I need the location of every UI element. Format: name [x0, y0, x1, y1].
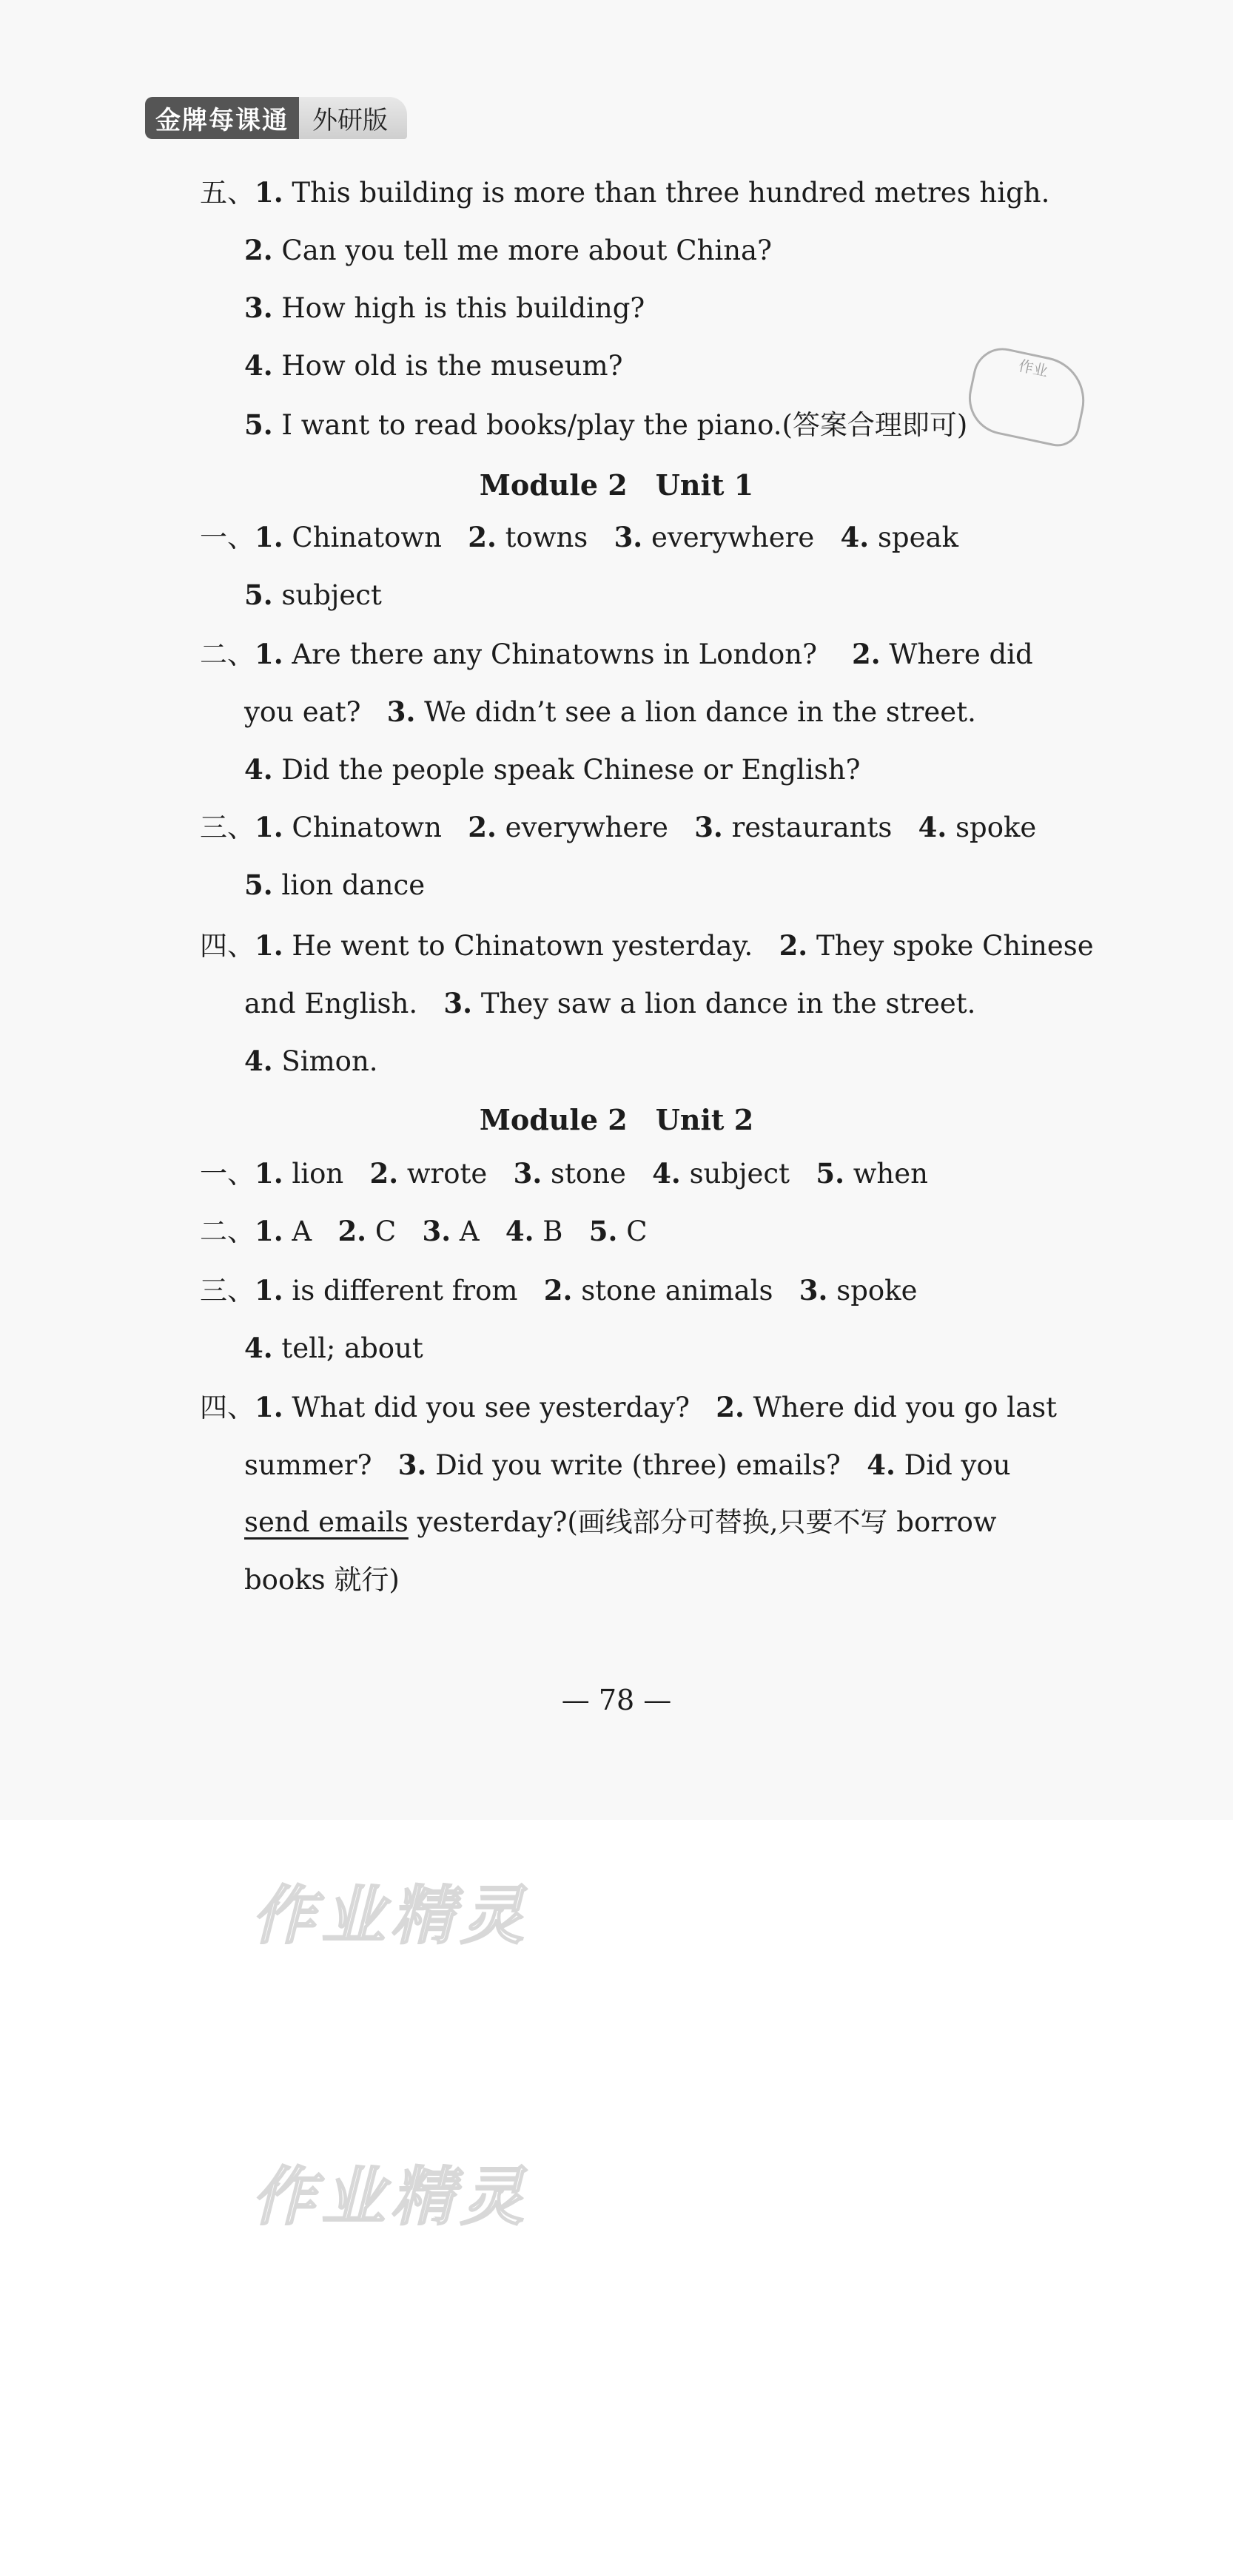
s5-line-2: 2. Can you tell me more about China?	[244, 234, 772, 266]
u1-q1-line-1: 一、1. Chinatown 2. towns 3. everywhere 4. speak	[200, 521, 958, 553]
u2-q4-line-4: books 就行)	[244, 1564, 400, 1596]
u1-q4-line-2: and English. 3. They saw a lion dance in the street.	[244, 987, 976, 1019]
s5-line-3: 3. How high is this building?	[244, 291, 645, 324]
u2-q3-line-2: 4. tell; about	[244, 1332, 423, 1364]
unit2-title: Module 2 Unit 2	[479, 1103, 754, 1136]
u1-q2-line-3: 4. Did the people speak Chinese or English?	[244, 753, 861, 786]
u2-q2-line: 二、1. A 2. C 3. A 4. B 5. C	[200, 1215, 648, 1247]
stamp-icon: 作业	[962, 343, 1093, 451]
edition-label: 外研版	[299, 97, 407, 139]
u1-q2-line-2: you eat? 3. We didn’t see a lion dance in the street.	[244, 695, 976, 728]
u1-q1-line-2: 5. subject	[244, 579, 382, 611]
u2-q3-line-1: 三、1. is different from 2. stone animals 3. spoke	[200, 1274, 918, 1306]
u1-q2-line-1: 二、1. Are there any Chinatowns in London? 2. Where did	[200, 638, 1033, 670]
u1-q4-line-3: 4. Simon.	[244, 1045, 378, 1077]
page-number: — 78 —	[561, 1684, 672, 1716]
unit1-title: Module 2 Unit 1	[479, 468, 754, 502]
s5-line-1: 五、1. This building is more than three hundred metres high.	[200, 176, 1050, 209]
u2-q4-line-1: 四、1. What did you see yesterday? 2. Where did you go last	[200, 1391, 1057, 1423]
s5-line-4: 4. How old is the museum?	[244, 349, 623, 382]
s5-line-5: 5. I want to read books/play the piano.(答案合理即可)	[244, 408, 968, 441]
u2-q4-line-2: summer? 3. Did you write (three) emails? 4. Did you	[244, 1449, 1011, 1481]
u2-q4-line-3: send emails yesterday?(画线部分可替换,只要不写 borrow	[244, 1506, 997, 1538]
watermark-logo-1: 作业精灵	[252, 1879, 530, 1953]
u1-q3-line-1: 三、1. Chinatown 2. everywhere 3. restaurants 4. spoke	[200, 811, 1037, 843]
header	[145, 99, 407, 136]
brand-label: 金牌每课通	[145, 97, 299, 139]
u1-q4-line-1: 四、1. He went to Chinatown yesterday. 2. They spoke Chinese	[200, 929, 1094, 962]
u2-q1-line: 一、1. lion 2. wrote 3. stone 4. subject 5. when	[200, 1157, 928, 1190]
u1-q3-line-2: 5. lion dance	[244, 869, 426, 901]
watermark-logo-2: 作业精灵	[252, 2160, 530, 2234]
underlined-phrase: send emails	[244, 1506, 409, 1538]
